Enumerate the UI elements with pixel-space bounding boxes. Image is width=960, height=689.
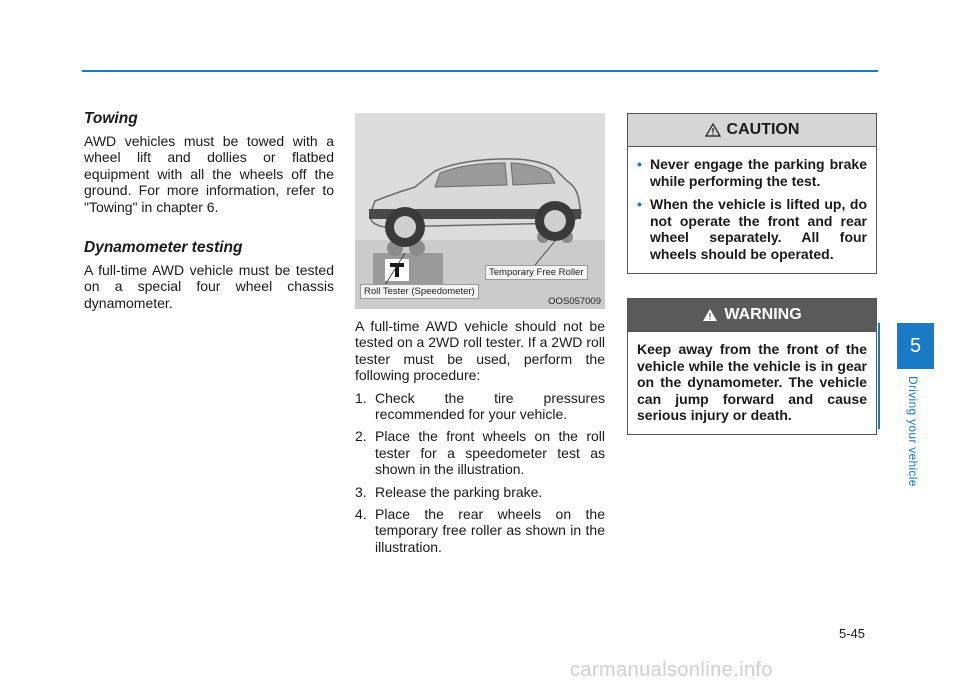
caution-title: CAUTION [726, 121, 800, 138]
towing-heading: Towing [84, 110, 138, 127]
header-rule [82, 70, 878, 72]
bullet-dot-icon: • [637, 156, 642, 172]
warning-text: Keep away from the front of the vehicle while the vehicle is in gear on the dynamometer. The vehicle can jump forward and cause serious injury or death. [637, 341, 867, 424]
caution-item [637, 156, 867, 189]
procedure-step [355, 428, 605, 477]
caution-item-text: Never engage the parking brake while performing the test. [650, 156, 867, 189]
warning-triangle-filled-icon [702, 308, 718, 322]
step-number: 1. [355, 389, 367, 406]
warning-box [627, 298, 877, 435]
front-wheel-rim [394, 216, 416, 238]
procedure-step [355, 506, 605, 555]
warning-header [628, 299, 876, 332]
bullet-dot-icon: • [637, 196, 642, 213]
label-temporary-free-roller: Temporary Free Roller [485, 265, 588, 280]
figure-code: OOS057009 [548, 296, 601, 307]
chapter-tab-rule [878, 323, 880, 429]
dyno-body: A full-time AWD vehicle must be tested on a special four wheel chassis dynamometer. [84, 262, 334, 311]
step-number: 4. [355, 506, 367, 523]
chapter-tab: 5 [897, 323, 934, 369]
step-text: Release the parking brake. [375, 483, 543, 500]
label-roll-tester: Roll Tester (Speedometer) [360, 284, 479, 299]
dynamometer-illustration [355, 113, 605, 309]
step-text: Place the front wheels on the roll tester for a speedometer test as shown in the illustration. [375, 428, 605, 478]
procedure-step [355, 484, 605, 500]
left-column [84, 110, 334, 311]
caution-item-text: When the vehicle is lifted up, do not operate the front and rear wheel separately. All four wheels should be operated. [650, 196, 867, 262]
caution-item [637, 196, 867, 262]
towing-body: AWD vehicles must be towed with a wheel lift and dollies or flatbed equipment with all the wheels off the ground. For more information, refer to "Towing" in chapter 6. [84, 133, 334, 215]
procedure-step [355, 390, 605, 423]
procedure-steps [355, 390, 605, 556]
step-number: 2. [355, 428, 367, 445]
step-number: 3. [355, 483, 367, 500]
step-text: Check the tire pressures recommended for your vehicle. [375, 389, 605, 423]
site-watermark: carmanualsonline.info [570, 659, 773, 681]
warning-title: WARNING [724, 306, 802, 323]
step-text: Place the rear wheels on the temporary free roller as shown in the illustration. [375, 506, 605, 555]
dyno-heading: Dynamometer testing [84, 239, 243, 257]
caution-header [628, 114, 876, 147]
page-number: 5-45 [839, 626, 866, 641]
caution-box [627, 113, 877, 274]
warning-triangle-outline-icon [705, 123, 721, 137]
rear-wheel-rim [544, 210, 566, 232]
caution-list [637, 156, 867, 263]
middle-column [355, 113, 605, 561]
warning-body [628, 332, 876, 434]
caution-body [628, 147, 876, 273]
procedure-intro: A full-time AWD vehicle should not be tested on a 2WD roll tester. If a 2WD roll tester must be used, perform the following procedure: [355, 318, 605, 384]
chapter-title-vertical: Driving your vehicle [906, 376, 920, 487]
